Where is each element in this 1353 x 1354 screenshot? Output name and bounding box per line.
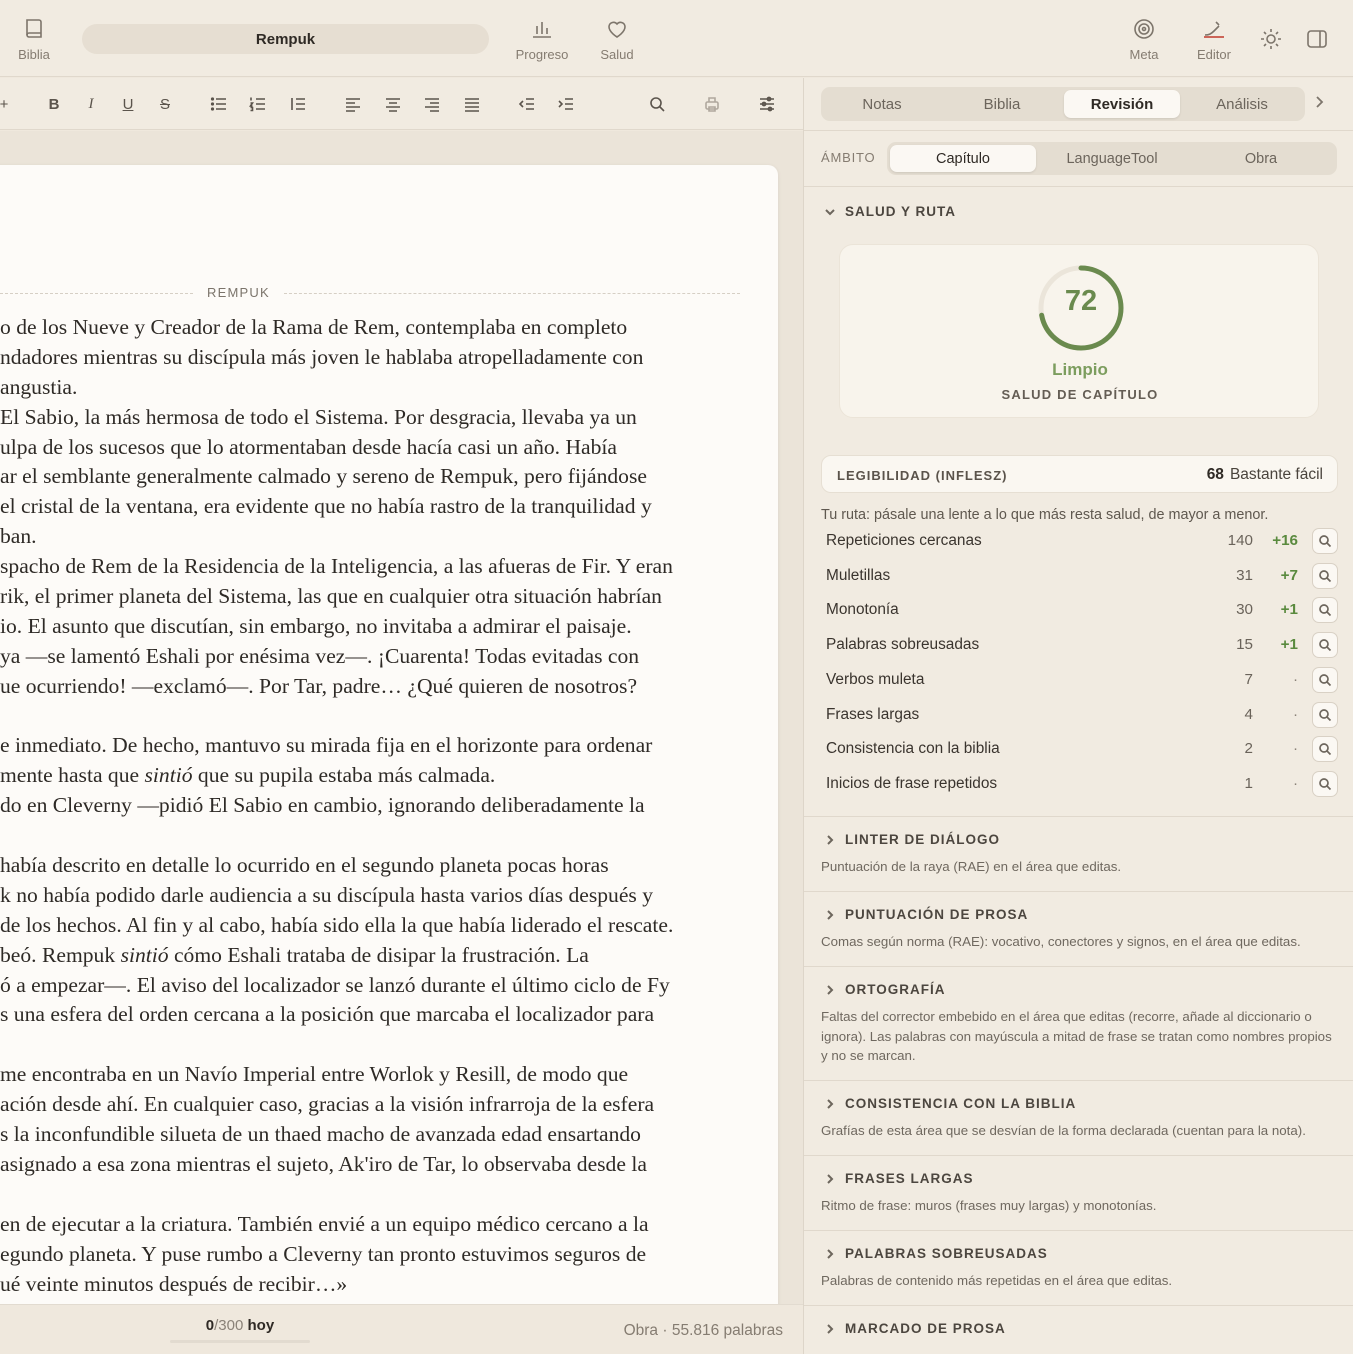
header-rule-right <box>284 293 740 294</box>
tab-analisis-label: Análisis <box>1216 95 1268 113</box>
search-button[interactable] <box>645 92 669 116</box>
lens-button[interactable] <box>1312 667 1338 693</box>
chevron-right-icon <box>824 909 836 921</box>
metric-name: Monotonía <box>826 601 899 619</box>
format-toolbar <box>0 78 803 130</box>
scope-capitulo-label: Capítulo <box>935 150 990 167</box>
chevron-right-icon <box>824 1323 836 1335</box>
outdent-button[interactable] <box>515 92 539 116</box>
scope-languagetool-label: LanguageTool <box>1066 150 1158 167</box>
health-state: Limpio <box>1052 360 1108 379</box>
metric-delta: · <box>1292 705 1298 723</box>
sidebar-tabs <box>821 87 1305 121</box>
tab-biblia[interactable] <box>944 90 1060 118</box>
prose-line <box>0 313 780 343</box>
metric-count: 4 <box>1244 705 1253 723</box>
metric-count: 7 <box>1244 670 1253 688</box>
prose-line <box>0 791 780 821</box>
goal-progress-bar <box>170 1340 310 1343</box>
editor-button-label: Editor <box>1197 46 1231 62</box>
health-card <box>839 244 1319 418</box>
legibility-text: Bastante fácil <box>1229 466 1323 483</box>
print-button[interactable] <box>700 92 724 116</box>
theme-toggle-button[interactable] <box>1256 0 1286 77</box>
prose-line <box>0 373 780 403</box>
prose-line-text: El Sabio, la más hermosa de todo el Sistema. Por desgracia, llevaba ya un <box>0 404 637 429</box>
prose-line-text: spacho de Rem de la Residencia de la Inteligencia, a las afueras de Fir. Y eran <box>0 554 673 579</box>
section-description: Grafías de esta área que se desvían de la forma declarada (cuentan para la nota). <box>821 1123 1306 1138</box>
section-description: Palabras de contenido más repetidas en el área que editas. <box>821 1273 1173 1288</box>
prose-line-text: en de ejecutar a la criatura. También envié a un equipo médico cercano a la <box>0 1211 649 1236</box>
prose-line-text: el cristal de la ventana, era evidente que no había rastro de la tranquilidad y <box>0 494 652 519</box>
align-right-button[interactable] <box>420 92 444 116</box>
chapter-header-title: REMPUK <box>207 285 270 300</box>
prose-line <box>0 582 780 612</box>
prose-line-text: ación desde ahí. En cualquier caso, gracias a la visión infrarroja de la esfera <box>0 1092 655 1117</box>
search-icon <box>1318 673 1332 687</box>
indent-button[interactable] <box>554 92 578 116</box>
lens-button[interactable] <box>1312 597 1338 623</box>
prose-line <box>0 971 780 1001</box>
prose-line <box>0 851 780 881</box>
search-icon <box>1318 534 1332 548</box>
tab-biblia-label: Biblia <box>983 95 1021 113</box>
prose-line-text: de los hechos. Al fin y al cabo, había sido ella la que había liderado el rescate. <box>0 912 674 937</box>
prose-line <box>0 1030 780 1060</box>
section-title: PUNTUACIÓN DE PROSA <box>845 907 1029 922</box>
bible-button[interactable] <box>8 0 60 77</box>
tabs-next-button[interactable] <box>1311 94 1331 114</box>
goal-total: /300 <box>214 1317 244 1334</box>
italic-button[interactable]: I <box>88 95 94 112</box>
align-center-icon <box>384 95 402 113</box>
prose-line <box>0 1270 780 1300</box>
prose-line <box>0 941 780 971</box>
chevron-right-icon <box>824 834 836 846</box>
metric-delta: +16 <box>1272 532 1298 549</box>
outdent-icon <box>518 95 536 113</box>
legibility-result <box>1207 466 1323 484</box>
divider <box>804 130 1353 131</box>
prose-line <box>0 522 780 552</box>
metric-name: Muletillas <box>826 566 891 584</box>
metric-name: Consistencia con la biblia <box>826 740 1000 758</box>
justify-icon <box>463 95 481 113</box>
prose-line-text: ue ocurriendo! —exclamó—. Por Tar, padre… ¿Qué quieren de nosotros? <box>0 673 638 698</box>
prose-line-text: ya —se lamentó Eshali por enésima vez—. ¡Cuarenta! Todas evitadas con <box>0 643 640 668</box>
prose-line-text: ulpa de los sucesos que lo atormentaban desde hacía casi un año. Había <box>0 434 618 459</box>
section-header[interactable] <box>824 832 1000 847</box>
route-intro: Tu ruta: pásale una lente a lo que más resta salud, de mayor a menor. <box>821 507 1269 523</box>
sidebar-icon <box>1304 26 1330 52</box>
divider <box>804 1080 1353 1081</box>
prose-line <box>0 552 780 582</box>
goal-suffix: hoy <box>247 1317 275 1334</box>
legibility-value: 68 <box>1206 466 1224 483</box>
lens-button[interactable] <box>1312 563 1338 589</box>
chevron-right-icon <box>824 1248 836 1260</box>
goal-button[interactable] <box>1120 0 1168 77</box>
metric-count: 31 <box>1236 566 1253 584</box>
section-header[interactable] <box>824 1321 1006 1336</box>
prose-line <box>0 702 780 732</box>
health-button[interactable] <box>592 0 642 77</box>
numbered-list-button[interactable] <box>246 92 270 116</box>
metric-delta: +1 <box>1280 636 1298 654</box>
health-score: 72 <box>1064 285 1098 317</box>
scope-label: ÁMBITO <box>821 150 876 165</box>
scope-obra-label: Obra <box>1244 150 1278 167</box>
document-title-text: Rempuk <box>255 30 316 48</box>
metric-row[interactable] <box>821 770 1341 804</box>
section-description: Ritmo de frase: muros (frases muy largas) y monotonías. <box>821 1198 1157 1213</box>
metric-row[interactable] <box>821 735 1341 769</box>
metric-count: 15 <box>1236 636 1253 654</box>
section-header[interactable] <box>824 1171 974 1186</box>
metric-row[interactable] <box>821 631 1341 665</box>
search-icon <box>1318 569 1332 583</box>
prose-line-text: s la inconfundible silueta de un thaed macho de avanzada edad ensartando <box>0 1122 641 1147</box>
top-toolbar <box>0 0 1353 77</box>
prose-line <box>0 1090 780 1120</box>
lens-button[interactable] <box>1312 736 1338 762</box>
prose-line-text: mente hasta que <box>0 763 145 788</box>
lens-button[interactable] <box>1312 528 1338 554</box>
prose-line <box>0 403 780 433</box>
prose-line <box>0 642 780 672</box>
lens-button[interactable] <box>1312 702 1338 728</box>
numbered-list-icon <box>249 95 267 113</box>
scope-languagetool[interactable] <box>1039 145 1185 172</box>
section-header[interactable] <box>824 907 1028 922</box>
section-title: ORTOGRAFÍA <box>845 982 946 997</box>
metric-name: Repeticiones cercanas <box>826 532 982 549</box>
section-title: MARCADO DE PROSA <box>845 1321 1006 1336</box>
prose-line-text: había descrito en detalle lo ocurrido en el segundo planeta pocas horas <box>0 853 609 878</box>
heart-icon <box>604 16 630 42</box>
revision-sidebar <box>803 78 1353 1354</box>
health-caption: SALUD DE CAPÍTULO <box>1001 387 1159 402</box>
metric-count: 2 <box>1244 740 1253 758</box>
progress-button[interactable] <box>510 0 574 77</box>
metric-delta: +1 <box>1280 601 1298 619</box>
tab-notas[interactable] <box>824 90 940 118</box>
writer-icon <box>1201 16 1227 42</box>
prose-line-text: cómo Eshali trataba de disipar la frustración. La <box>168 942 589 967</box>
align-left-button[interactable] <box>341 92 365 116</box>
section-description: Comas según norma (RAE): vocativo, conectores y signos, en el área que editas. <box>821 934 1301 949</box>
align-center-button[interactable] <box>381 92 405 116</box>
section-title: FRASES LARGAS <box>845 1171 974 1186</box>
prose-line <box>0 672 780 702</box>
search-icon <box>1318 777 1332 791</box>
sliders-icon <box>758 95 776 113</box>
metric-delta: · <box>1292 670 1298 688</box>
divider <box>804 1155 1353 1156</box>
chevron-right-icon <box>1311 94 1327 110</box>
prose-line <box>0 1060 780 1090</box>
chevron-right-icon <box>824 1098 836 1110</box>
settings-sliders-button[interactable] <box>755 92 779 116</box>
bold-button[interactable]: B <box>48 95 60 113</box>
prose-line <box>0 1120 780 1150</box>
prose-line-text: io. El asunto que discutían, sin embargo, no invitaba a admirar el paisaje. <box>0 613 632 638</box>
search-icon <box>1318 603 1332 617</box>
editor-area <box>0 131 803 1304</box>
prose-line-text: egundo planeta. Y puse rumbo a Cleverny tan pronto estuvimos seguros de <box>0 1241 647 1266</box>
section-description: Puntuación de la raya (RAE) en el área que editas. <box>821 859 1122 874</box>
prose-line-text: ó a empezar—. El aviso del localizador se lanzó durante el último ciclo de Fy <box>0 972 670 997</box>
prose-line <box>0 761 780 791</box>
metric-delta: · <box>1292 740 1298 758</box>
prose-line-text: asignado a esa zona mientras el sujeto, Ak'iro de Tar, lo observaba desde la <box>0 1151 647 1176</box>
status-bar <box>0 1304 803 1354</box>
prose-line-text: rik, el primer planeta del Sistema, las que en cualquier otra situación habrían <box>0 584 662 609</box>
bar-chart-icon <box>529 16 555 42</box>
prose-line <box>0 881 780 911</box>
goal-today: 0 <box>205 1317 215 1334</box>
prose-line <box>0 462 780 492</box>
prose-line <box>0 492 780 522</box>
metric-delta: +7 <box>1280 566 1298 584</box>
lens-button[interactable] <box>1312 771 1338 797</box>
divider <box>804 966 1353 967</box>
tab-revision-label: Revisión <box>1090 95 1154 113</box>
section-header[interactable] <box>824 1246 1048 1261</box>
metric-row[interactable] <box>821 701 1341 735</box>
prose-line-text: do en Cleverny —pidió El Sabio en cambio, ignorando deliberadamente la <box>0 793 645 818</box>
legibility-label: LEGIBILIDAD (INFLESZ) <box>837 468 1008 483</box>
search-icon <box>648 95 666 113</box>
strikethrough-button[interactable]: S <box>159 95 170 113</box>
document-title[interactable] <box>82 24 489 54</box>
metric-row[interactable] <box>821 596 1341 630</box>
section-title: CONSISTENCIA CON LA BIBLIA <box>845 1096 1077 1111</box>
printer-icon <box>703 95 721 113</box>
bible-button-label: Biblia <box>18 46 50 62</box>
book-icon <box>21 16 47 42</box>
prose-line <box>0 1210 780 1240</box>
insert-button[interactable]: + <box>0 95 9 113</box>
prose-line-text: beó. Rempuk <box>0 942 121 967</box>
prose-line <box>0 343 780 373</box>
section-title: PALABRAS SOBREUSADAS <box>845 1246 1048 1261</box>
metric-name: Inicios de frase repetidos <box>826 774 998 792</box>
divider <box>804 1230 1353 1231</box>
prose-line-text: ué veinte minutos después de recibir…» <box>0 1271 348 1296</box>
section-description: Faltas del corrector embebido en el área que editas (recorre, añade al diccionario o ignora). Las palabras con mayúscula a mitad de frase se tratan como nombres propios y no se marcan. <box>821 1009 1332 1063</box>
prose-line-text: o de los Nueve y Creador de la Rama de Rem, contemplaba en completo <box>0 315 628 339</box>
align-right-icon <box>423 95 441 113</box>
prose-line-text: ban. <box>0 524 37 549</box>
metric-row[interactable] <box>821 527 1341 561</box>
metric-count: 140 <box>1227 532 1253 549</box>
prose-line <box>0 1150 780 1180</box>
section-health-header[interactable] <box>824 204 956 219</box>
metric-count: 30 <box>1236 601 1253 619</box>
underline-button[interactable]: U <box>122 95 134 113</box>
scope-selector <box>887 142 1337 175</box>
metric-row[interactable] <box>821 666 1341 700</box>
prose-line-italic: sintió <box>120 942 169 967</box>
editor-button[interactable] <box>1188 0 1240 77</box>
prose-line <box>0 911 780 941</box>
bullet-list-button[interactable] <box>207 92 231 116</box>
divider <box>804 891 1353 892</box>
metric-name: Frases largas <box>826 705 920 723</box>
sun-icon <box>1258 26 1284 52</box>
prose-line <box>0 433 780 463</box>
metric-count: 1 <box>1244 774 1253 792</box>
chevron-down-icon <box>824 206 836 218</box>
section-header[interactable] <box>824 1096 1076 1111</box>
divider <box>804 1305 1353 1306</box>
lens-button[interactable] <box>1312 632 1338 658</box>
search-icon <box>1318 638 1332 652</box>
quote-icon <box>289 95 307 113</box>
prose-line-text: e inmediato. De hecho, mantuvo su mirada fija en el horizonte para ordenar <box>0 733 653 758</box>
daily-goal <box>170 1317 310 1334</box>
tab-notas-label: Notas <box>862 95 902 113</box>
chapter-header <box>0 283 740 303</box>
prose-line <box>0 1000 780 1030</box>
section-header[interactable] <box>824 982 946 997</box>
chevron-right-icon <box>824 1173 836 1185</box>
indent-icon <box>557 95 575 113</box>
health-button-label: Salud <box>600 46 634 62</box>
prose-line <box>0 1180 780 1210</box>
prose-text[interactable] <box>0 313 780 1299</box>
blockquote-button[interactable] <box>286 92 310 116</box>
header-rule-left <box>0 293 193 294</box>
prose-line-text: ar el semblante generalmente calmado y sereno de Rempuk, pero fijándose <box>0 464 647 489</box>
tab-analisis[interactable] <box>1184 90 1300 118</box>
search-icon <box>1318 708 1332 722</box>
divider <box>804 186 1353 187</box>
legibility-card <box>821 455 1338 493</box>
prose-line-text: que su pupila estaba más calmada. <box>192 763 496 788</box>
section-title: LINTER DE DIÁLOGO <box>845 832 1000 847</box>
tab-revision[interactable] <box>1064 90 1180 118</box>
chevron-right-icon <box>824 984 836 996</box>
prose-line-text: k no había podido darle audiencia a su discípula hasta varios días después y <box>0 882 654 907</box>
section-health-title: SALUD Y RUTA <box>845 204 957 219</box>
divider <box>804 816 1353 817</box>
search-icon <box>1318 742 1332 756</box>
target-icon <box>1131 16 1157 42</box>
prose-line <box>0 1240 780 1270</box>
prose-line-text: s una esfera del orden cercana a la posición que marcaba el localizador para <box>0 1002 655 1027</box>
prose-line-italic: sintió <box>144 763 193 788</box>
metric-name: Palabras sobreusadas <box>826 636 980 654</box>
prose-line <box>0 731 780 761</box>
align-left-icon <box>344 95 362 113</box>
prose-line <box>0 612 780 642</box>
prose-line-text: me encontraba en un Navío Imperial entre Worlok y Resill, de modo que <box>0 1062 629 1087</box>
metric-delta: · <box>1292 774 1298 792</box>
justify-button[interactable] <box>460 92 484 116</box>
word-count: Obra · 55.816 palabras <box>623 1322 783 1339</box>
progress-button-label: Progreso <box>515 46 569 62</box>
prose-line <box>0 821 780 851</box>
metric-row[interactable] <box>821 562 1341 596</box>
sidebar-toggle-button[interactable] <box>1302 0 1332 77</box>
scope-obra[interactable] <box>1188 145 1334 172</box>
bullet-list-icon <box>210 95 228 113</box>
prose-line-text: angustia. <box>0 374 78 399</box>
goal-button-label: Meta <box>1129 46 1159 62</box>
prose-line-text: ndadores mientras su discípula más joven le hablaba atropelladamente con <box>0 344 644 369</box>
scope-capitulo[interactable] <box>890 145 1036 172</box>
metric-name: Verbos muleta <box>826 670 925 688</box>
